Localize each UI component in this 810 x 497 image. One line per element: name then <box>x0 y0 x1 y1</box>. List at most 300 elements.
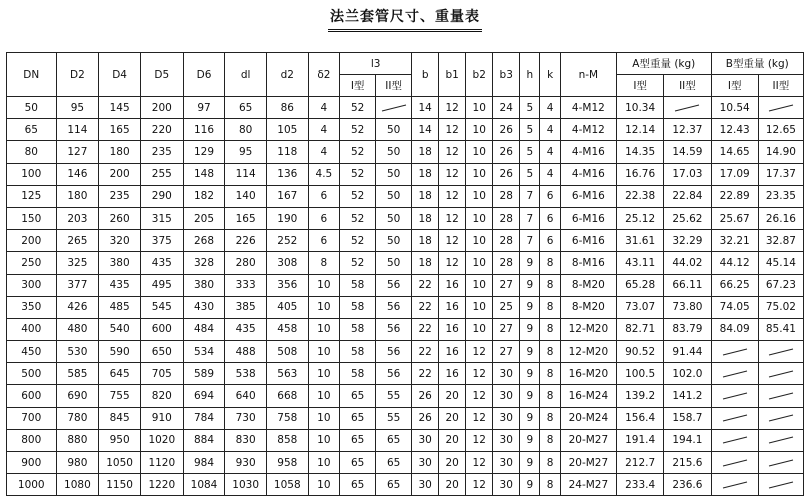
cell-d5: 235 <box>140 141 183 163</box>
cell-dn: 450 <box>7 341 57 363</box>
cell-d2: 146 <box>56 163 99 185</box>
cell-a-type2: 141.2 <box>664 385 711 407</box>
not-applicable-slash-icon <box>767 370 795 378</box>
cell-b-type1: 66.25 <box>711 274 758 296</box>
cell-d-2: 858 <box>266 429 308 451</box>
cell-b1: 12 <box>439 163 466 185</box>
cell-delta2: 4 <box>308 97 340 119</box>
cell-b1: 20 <box>439 429 466 451</box>
cell-d-2: 1058 <box>266 474 308 496</box>
cell-dl: 65 <box>225 97 267 119</box>
cell-b1: 20 <box>439 474 466 496</box>
empty-cell-b-type2 <box>758 407 803 429</box>
cell-a-type2: 17.03 <box>664 163 711 185</box>
cell-h: 9 <box>520 341 540 363</box>
empty-cell-b-type2 <box>758 429 803 451</box>
cell-b2: 10 <box>466 207 493 229</box>
cell-b-type2: 26.16 <box>758 207 803 229</box>
cell-k: 8 <box>540 407 560 429</box>
cell-b3: 30 <box>493 363 520 385</box>
table-row <box>7 341 804 363</box>
cell-k: 4 <box>540 141 560 163</box>
cell-b2: 10 <box>466 296 493 318</box>
table-body <box>7 97 804 496</box>
cell-delta2: 10 <box>308 296 340 318</box>
cell-b2: 10 <box>466 163 493 185</box>
cell-d5: 290 <box>140 185 183 207</box>
col-header-b1: b1 <box>439 53 466 97</box>
col-header-a-type2: II型 <box>664 75 711 97</box>
col-header-h: h <box>520 53 540 97</box>
cell-b3: 30 <box>493 407 520 429</box>
col-header-d-2: d2 <box>266 53 308 97</box>
cell-d5: 1220 <box>140 474 183 496</box>
cell-b2: 12 <box>466 407 493 429</box>
cell-delta2: 6 <box>308 230 340 252</box>
cell-dn: 125 <box>7 185 57 207</box>
cell-dn: 150 <box>7 207 57 229</box>
cell-nm: 16-M24 <box>560 385 616 407</box>
cell-d6: 380 <box>183 274 225 296</box>
cell-b1: 12 <box>439 97 466 119</box>
cell-b-type2: 14.90 <box>758 141 803 163</box>
cell-dl: 488 <box>225 341 267 363</box>
cell-d6: 116 <box>183 119 225 141</box>
cell-dl: 830 <box>225 429 267 451</box>
col-header-b: b <box>412 53 439 97</box>
cell-b1: 20 <box>439 407 466 429</box>
not-applicable-slash-icon <box>721 436 749 444</box>
cell-nm: 8-M16 <box>560 252 616 274</box>
cell-d4: 1150 <box>99 474 141 496</box>
cell-h: 7 <box>520 185 540 207</box>
cell-a-type1: 43.11 <box>617 252 664 274</box>
cell-nm: 12-M20 <box>560 318 616 340</box>
cell-dl: 930 <box>225 452 267 474</box>
cell-b2: 10 <box>466 230 493 252</box>
not-applicable-slash-icon <box>721 459 749 467</box>
cell-b3: 30 <box>493 452 520 474</box>
cell-delta2: 8 <box>308 252 340 274</box>
cell-b: 18 <box>412 185 439 207</box>
cell-dl: 385 <box>225 296 267 318</box>
col-header-d5: D5 <box>140 53 183 97</box>
cell-d6: 984 <box>183 452 225 474</box>
cell-b-type2: 23.35 <box>758 185 803 207</box>
cell-l3-type1: 58 <box>340 274 376 296</box>
table-row <box>7 274 804 296</box>
cell-nm: 20-M27 <box>560 452 616 474</box>
cell-dn: 800 <box>7 429 57 451</box>
cell-a-type2: 91.44 <box>664 341 711 363</box>
cell-l3-type1: 52 <box>340 230 376 252</box>
not-applicable-slash-icon <box>767 104 795 112</box>
cell-b2: 12 <box>466 474 493 496</box>
cell-d-2: 508 <box>266 341 308 363</box>
cell-a-type2: 102.0 <box>664 363 711 385</box>
cell-d6: 534 <box>183 341 225 363</box>
cell-b-type1: 44.12 <box>711 252 758 274</box>
cell-a-type1: 156.4 <box>617 407 664 429</box>
cell-l3-type1: 65 <box>340 452 376 474</box>
cell-b-type2: 75.02 <box>758 296 803 318</box>
cell-nm: 6-M16 <box>560 207 616 229</box>
cell-d5: 315 <box>140 207 183 229</box>
cell-d4: 260 <box>99 207 141 229</box>
not-applicable-slash-icon <box>767 436 795 444</box>
cell-b2: 10 <box>466 97 493 119</box>
table-row <box>7 429 804 451</box>
cell-k: 8 <box>540 274 560 296</box>
cell-d-2: 405 <box>266 296 308 318</box>
cell-b-type2: 85.41 <box>758 318 803 340</box>
not-applicable-slash-icon <box>721 392 749 400</box>
not-applicable-slash-icon <box>721 481 749 489</box>
cell-delta2: 4 <box>308 119 340 141</box>
not-applicable-slash-icon <box>380 104 408 112</box>
col-header-l3-type1: I型 <box>340 75 376 97</box>
page-title: 法兰套管尺寸、重量表 <box>328 6 482 32</box>
cell-b1: 12 <box>439 141 466 163</box>
cell-a-type1: 25.12 <box>617 207 664 229</box>
cell-l3-type1: 52 <box>340 97 376 119</box>
cell-h: 5 <box>520 163 540 185</box>
cell-b2: 12 <box>466 429 493 451</box>
table-row <box>7 119 804 141</box>
cell-b2: 12 <box>466 385 493 407</box>
cell-b3: 26 <box>493 119 520 141</box>
cell-delta2: 10 <box>308 274 340 296</box>
cell-a-type2: 215.6 <box>664 452 711 474</box>
cell-d2: 690 <box>56 385 99 407</box>
table-row <box>7 385 804 407</box>
cell-delta2: 4.5 <box>308 163 340 185</box>
cell-a-type2: 22.84 <box>664 185 711 207</box>
cell-h: 9 <box>520 429 540 451</box>
table-row <box>7 296 804 318</box>
cell-d4: 845 <box>99 407 141 429</box>
cell-d2: 530 <box>56 341 99 363</box>
cell-b3: 27 <box>493 341 520 363</box>
cell-l3-type1: 52 <box>340 252 376 274</box>
cell-k: 6 <box>540 185 560 207</box>
cell-b: 30 <box>412 452 439 474</box>
cell-b1: 12 <box>439 207 466 229</box>
cell-d-2: 190 <box>266 207 308 229</box>
cell-b: 14 <box>412 119 439 141</box>
cell-d-2: 105 <box>266 119 308 141</box>
cell-l3-type1: 58 <box>340 363 376 385</box>
cell-k: 8 <box>540 363 560 385</box>
cell-b3: 26 <box>493 163 520 185</box>
cell-b-type1: 22.89 <box>711 185 758 207</box>
cell-d6: 97 <box>183 97 225 119</box>
col-header-delta2: δ2 <box>308 53 340 97</box>
cell-delta2: 10 <box>308 474 340 496</box>
cell-d-2: 118 <box>266 141 308 163</box>
col-header-l3-type2: II型 <box>376 75 412 97</box>
cell-b: 22 <box>412 274 439 296</box>
cell-k: 8 <box>540 252 560 274</box>
cell-a-type1: 233.4 <box>617 474 664 496</box>
cell-d2: 480 <box>56 318 99 340</box>
cell-delta2: 6 <box>308 207 340 229</box>
cell-b2: 12 <box>466 341 493 363</box>
cell-b-type2: 45.14 <box>758 252 803 274</box>
cell-delta2: 4 <box>308 141 340 163</box>
empty-cell-b-type1 <box>711 429 758 451</box>
cell-h: 5 <box>520 119 540 141</box>
cell-delta2: 10 <box>308 452 340 474</box>
cell-d4: 645 <box>99 363 141 385</box>
cell-d5: 545 <box>140 296 183 318</box>
cell-d5: 910 <box>140 407 183 429</box>
table-row <box>7 230 804 252</box>
cell-a-type1: 12.14 <box>617 119 664 141</box>
cell-a-type1: 82.71 <box>617 318 664 340</box>
cell-l3-type1: 52 <box>340 141 376 163</box>
cell-dn: 300 <box>7 274 57 296</box>
cell-l3-type1: 65 <box>340 474 376 496</box>
cell-d4: 200 <box>99 163 141 185</box>
cell-b2: 10 <box>466 274 493 296</box>
cell-k: 8 <box>540 429 560 451</box>
cell-k: 6 <box>540 230 560 252</box>
cell-d2: 203 <box>56 207 99 229</box>
cell-b: 22 <box>412 341 439 363</box>
cell-l3-type1: 52 <box>340 163 376 185</box>
not-applicable-slash-icon <box>767 459 795 467</box>
cell-d5: 375 <box>140 230 183 252</box>
cell-delta2: 10 <box>308 385 340 407</box>
empty-cell-b-type1 <box>711 474 758 496</box>
cell-nm: 4-M16 <box>560 163 616 185</box>
cell-dn: 200 <box>7 230 57 252</box>
cell-d4: 380 <box>99 252 141 274</box>
cell-b1: 12 <box>439 119 466 141</box>
cell-dl: 165 <box>225 207 267 229</box>
cell-k: 8 <box>540 452 560 474</box>
col-header-b-type2: II型 <box>758 75 803 97</box>
cell-a-type2: 158.7 <box>664 407 711 429</box>
cell-l3-type2: 55 <box>376 385 412 407</box>
cell-nm: 24-M27 <box>560 474 616 496</box>
cell-h: 9 <box>520 252 540 274</box>
cell-a-type1: 22.38 <box>617 185 664 207</box>
cell-l3-type1: 65 <box>340 407 376 429</box>
table-row <box>7 363 804 385</box>
cell-dl: 538 <box>225 363 267 385</box>
cell-dl: 114 <box>225 163 267 185</box>
cell-a-type1: 14.35 <box>617 141 664 163</box>
cell-d4: 950 <box>99 429 141 451</box>
cell-l3-type1: 52 <box>340 119 376 141</box>
cell-h: 9 <box>520 474 540 496</box>
cell-d5: 220 <box>140 119 183 141</box>
col-header-k: k <box>540 53 560 97</box>
cell-b1: 16 <box>439 274 466 296</box>
not-applicable-slash-icon <box>721 370 749 378</box>
cell-h: 9 <box>520 274 540 296</box>
cell-k: 4 <box>540 119 560 141</box>
empty-cell-b-type1 <box>711 363 758 385</box>
cell-dl: 95 <box>225 141 267 163</box>
not-applicable-slash-icon <box>767 481 795 489</box>
cell-d4: 435 <box>99 274 141 296</box>
cell-k: 8 <box>540 296 560 318</box>
cell-b3: 28 <box>493 230 520 252</box>
cell-dl: 80 <box>225 119 267 141</box>
cell-d5: 1120 <box>140 452 183 474</box>
cell-nm: 6-M16 <box>560 230 616 252</box>
cell-d4: 320 <box>99 230 141 252</box>
cell-nm: 4-M12 <box>560 119 616 141</box>
cell-d6: 784 <box>183 407 225 429</box>
cell-l3-type2: 50 <box>376 207 412 229</box>
cell-l3-type1: 52 <box>340 207 376 229</box>
cell-dn: 250 <box>7 252 57 274</box>
cell-d4: 180 <box>99 141 141 163</box>
cell-k: 8 <box>540 341 560 363</box>
cell-d6: 148 <box>183 163 225 185</box>
col-header-b-type1: I型 <box>711 75 758 97</box>
cell-k: 8 <box>540 318 560 340</box>
col-header-l3: l3 <box>340 53 412 75</box>
cell-d2: 377 <box>56 274 99 296</box>
table-row <box>7 318 804 340</box>
cell-b2: 10 <box>466 252 493 274</box>
cell-b: 14 <box>412 97 439 119</box>
cell-b: 26 <box>412 385 439 407</box>
cell-a-type1: 16.76 <box>617 163 664 185</box>
cell-l3-type2: 65 <box>376 429 412 451</box>
cell-l3-type2: 50 <box>376 119 412 141</box>
cell-d-2: 458 <box>266 318 308 340</box>
cell-h: 9 <box>520 407 540 429</box>
table-row <box>7 252 804 274</box>
cell-b3: 28 <box>493 185 520 207</box>
table-row <box>7 207 804 229</box>
table-row <box>7 185 804 207</box>
cell-delta2: 10 <box>308 318 340 340</box>
cell-b3: 28 <box>493 252 520 274</box>
cell-b2: 10 <box>466 119 493 141</box>
cell-l3-type1: 58 <box>340 318 376 340</box>
cell-delta2: 10 <box>308 407 340 429</box>
cell-dl: 640 <box>225 385 267 407</box>
cell-b: 18 <box>412 207 439 229</box>
cell-l3-type2: 55 <box>376 407 412 429</box>
cell-b2: 12 <box>466 452 493 474</box>
cell-dn: 350 <box>7 296 57 318</box>
col-header-b-weight: B型重量 (kg) <box>711 53 803 75</box>
cell-a-type1: 212.7 <box>617 452 664 474</box>
cell-a-type2: 194.1 <box>664 429 711 451</box>
cell-d2: 265 <box>56 230 99 252</box>
empty-cell-b-type2 <box>758 341 803 363</box>
cell-b1: 16 <box>439 296 466 318</box>
cell-d-2: 758 <box>266 407 308 429</box>
cell-b: 18 <box>412 252 439 274</box>
cell-l3-type1: 52 <box>340 185 376 207</box>
cell-d4: 540 <box>99 318 141 340</box>
cell-l3-type2: 50 <box>376 141 412 163</box>
cell-dn: 65 <box>7 119 57 141</box>
empty-cell-b-type2 <box>758 97 803 119</box>
cell-l3-type1: 58 <box>340 296 376 318</box>
cell-nm: 12-M20 <box>560 341 616 363</box>
table-row <box>7 141 804 163</box>
cell-d5: 650 <box>140 341 183 363</box>
cell-l3-type1: 58 <box>340 341 376 363</box>
cell-d-2: 308 <box>266 252 308 274</box>
cell-d6: 182 <box>183 185 225 207</box>
cell-b-type1: 25.67 <box>711 207 758 229</box>
cell-l3-type2: 65 <box>376 474 412 496</box>
cell-l3-type2: 56 <box>376 363 412 385</box>
cell-k: 4 <box>540 163 560 185</box>
not-applicable-slash-icon <box>767 348 795 356</box>
cell-b3: 27 <box>493 274 520 296</box>
cell-nm: 4-M12 <box>560 97 616 119</box>
cell-delta2: 6 <box>308 185 340 207</box>
cell-b2: 12 <box>466 363 493 385</box>
cell-d2: 180 <box>56 185 99 207</box>
cell-delta2: 10 <box>308 429 340 451</box>
cell-d5: 435 <box>140 252 183 274</box>
cell-b: 22 <box>412 318 439 340</box>
cell-d2: 114 <box>56 119 99 141</box>
cell-b: 30 <box>412 474 439 496</box>
cell-b-type1: 14.65 <box>711 141 758 163</box>
cell-d2: 95 <box>56 97 99 119</box>
col-header-a-type1: I型 <box>617 75 664 97</box>
cell-d4: 485 <box>99 296 141 318</box>
cell-dn: 900 <box>7 452 57 474</box>
cell-d2: 585 <box>56 363 99 385</box>
cell-d2: 127 <box>56 141 99 163</box>
cell-dl: 226 <box>225 230 267 252</box>
cell-a-type2: 236.6 <box>664 474 711 496</box>
cell-dn: 600 <box>7 385 57 407</box>
empty-cell-b-type2 <box>758 474 803 496</box>
cell-l3-type2: 50 <box>376 163 412 185</box>
empty-cell-b-type2 <box>758 363 803 385</box>
cell-a-type2: 73.80 <box>664 296 711 318</box>
cell-dn: 400 <box>7 318 57 340</box>
cell-l3-type2: 56 <box>376 274 412 296</box>
table-row <box>7 474 804 496</box>
cell-d4: 165 <box>99 119 141 141</box>
cell-a-type1: 191.4 <box>617 429 664 451</box>
cell-d5: 255 <box>140 163 183 185</box>
cell-b3: 30 <box>493 385 520 407</box>
col-header-nm: n-M <box>560 53 616 97</box>
cell-l3-type2: 56 <box>376 318 412 340</box>
cell-b: 22 <box>412 296 439 318</box>
table-row <box>7 163 804 185</box>
cell-b: 18 <box>412 230 439 252</box>
cell-b1: 12 <box>439 230 466 252</box>
cell-b3: 24 <box>493 97 520 119</box>
cell-l3-type2: 56 <box>376 341 412 363</box>
col-header-b3: b3 <box>493 53 520 97</box>
not-applicable-slash-icon <box>721 348 749 356</box>
cell-d5: 495 <box>140 274 183 296</box>
cell-a-type2: 32.29 <box>664 230 711 252</box>
cell-d6: 129 <box>183 141 225 163</box>
cell-dl: 333 <box>225 274 267 296</box>
